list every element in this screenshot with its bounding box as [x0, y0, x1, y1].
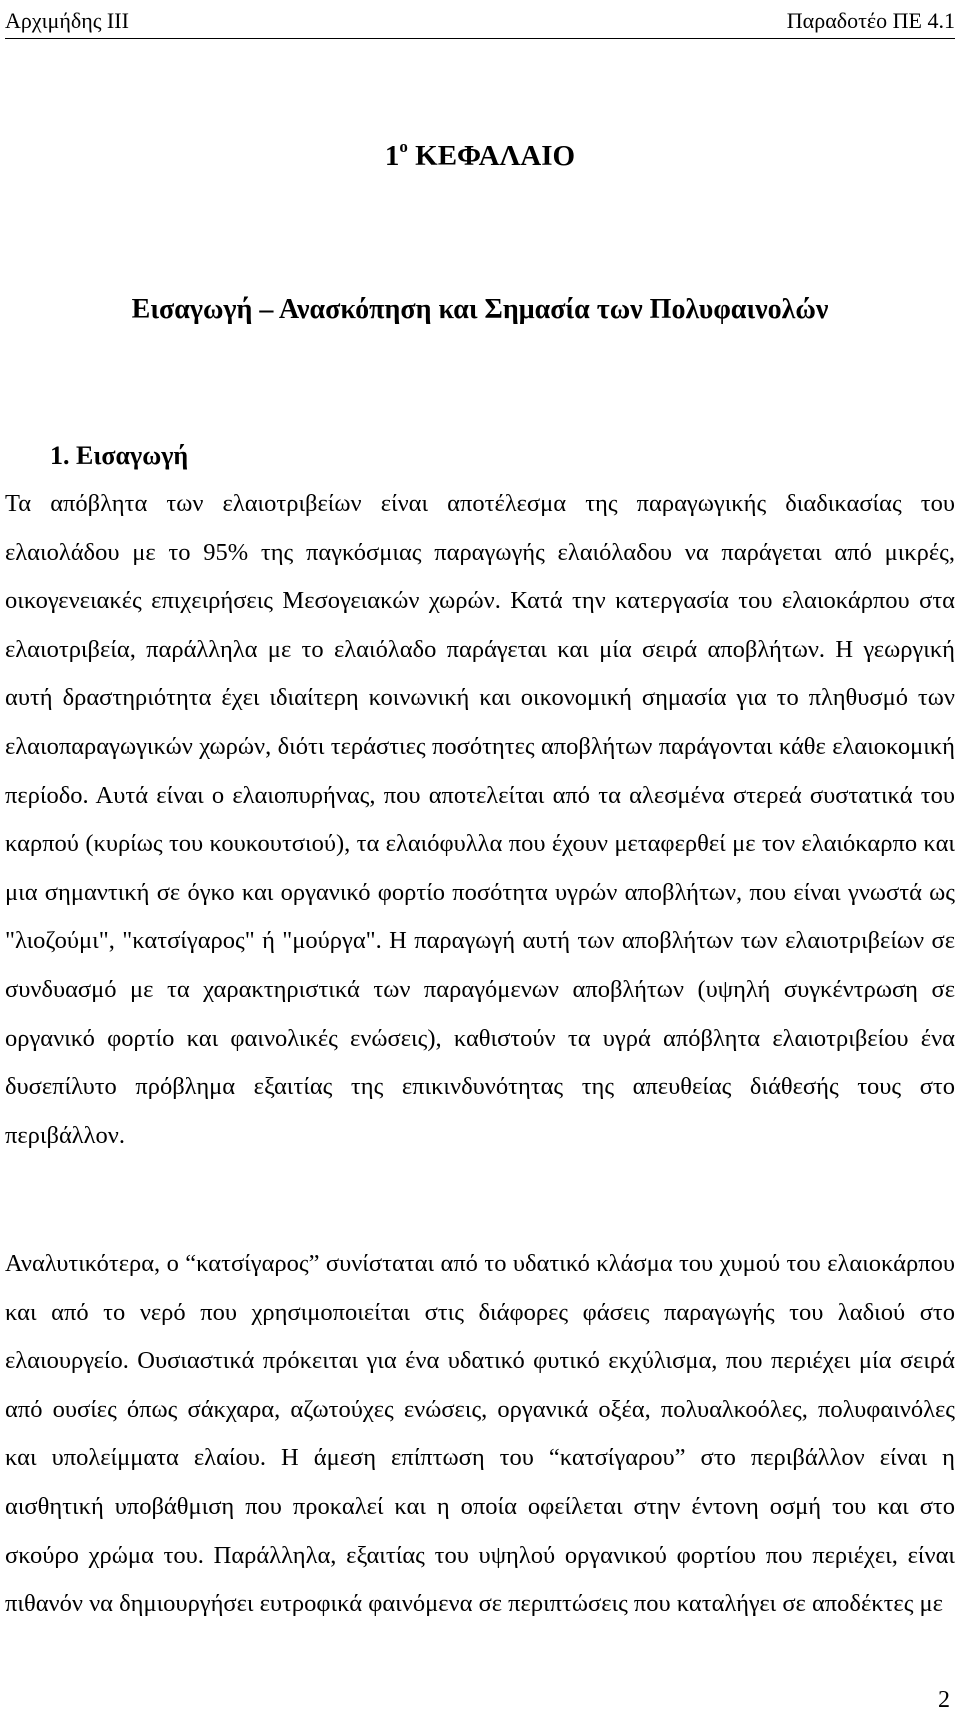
header-project-name: Αρχιμήδης ΙΙΙ	[5, 8, 129, 33]
chapter-label: ΚΕΦΑΛΑΙΟ	[407, 140, 576, 172]
section-heading: Εισαγωγή – Ανασκόπηση και Σημασία των Πολυφαινολών	[131, 294, 829, 325]
running-header	[5, 4, 955, 39]
chapter-title	[0, 136, 960, 176]
page-number: 2	[938, 1687, 950, 1713]
chapter-ordinal-superscript: ο	[399, 137, 408, 156]
body-paragraph-analysis: Αναλυτικότερα, ο “κατσίγαρος” συνίσταται από το υδατικό κλάσμα του χυμού του ελαιοκάρπου και από το νερό που χρησιμοποιείται στις διάφορες φάσεις παραγωγής του λαδιού στο ελαιουργείο. Ουσιαστικά πρόκειται για ένα υδατικό φυτικό εκχύλισμα, που περιέχει μία σειρά από ουσίες όπως σάκχαρα, αζωτούχες ενώσεις, οργανικά οξέα, πολυαλκοόλες, πολυφαινόλες και υπολείμματα ελαίου. Η άμεση επίπτωση του “κατσίγαρου” στο περιβάλλον είναι η αισθητική υποβάθμιση που προκαλεί και η οποία οφείλεται στην έντονη οσμή του και στο σκούρο χρώμα του. Παράλληλα, εξαιτίας του υψηλού οργανικού φορτίου που περιέχει, είναι πιθανόν να δημιουργήσει ευτροφικά φαινόμενα σε περιπτώσεις που καταλήγει σε αποδέκτες με	[5, 1250, 955, 1618]
header-deliverable-id: Παραδοτέο ΠΕ 4.1	[786, 8, 955, 33]
body-paragraph-intro: Τα απόβλητα των ελαιοτριβείων είναι αποτέλεσμα της παραγωγικής διαδικασίας του ελαιολάδου με το 95% της παγκόσμιας παραγωγής ελαιόλαδου να παράγεται από μικρές, οικογενειακές επιχειρήσεις Μεσογειακών χωρών. Κατά την κατεργασία του ελαιοκάρπου στα ελαιοτριβεία, παράλληλα με το ελαιόλαδο παράγεται και μία σειρά αποβλήτων. Η γεωργική αυτή δραστηριότητα έχει ιδιαίτερη κοινωνική και οικονομική σημασία για το πληθυσμό των ελαιοπαραγωγικών χωρών, διότι τεράστιες ποσότητες αποβλήτων παράγονται κάθε ελαιοκομική περίοδο. Αυτά είναι ο ελαιοπυρήνας, που αποτελείται από τα αλεσμένα στερεά συστατικά του καρπού (κυρίως του κουκουτσιού), τα ελαιόφυλλα που έχουν μεταφερθεί με τον ελαιόκαρπο και μια σημαντική σε όγκο και οργανικό φορτίο ποσότητα υγρών αποβλήτων, που είναι γνωστά ως "λιοζούμι", "κατσίγαρος" ή "μούργα". Η παραγωγή αυτή των αποβλήτων των ελαιοτριβείων σε συνδυασμό με τα χαρακτηριστικά των παραγόμενων αποβλήτων (υψηλή συγκέντρωση σε οργανικό φορτίο και φαινολικές ενώσεις), καθιστούν τα υγρά απόβλητα ελαιοτριβείου ένα δυσεπίλυτο πρόβλημα εξαιτίας της επικινδυνότητας της απευθείας διάθεσής τους στο περιβάλλον.	[5, 490, 955, 1149]
chapter-number: 1	[384, 140, 400, 172]
subsection-heading: 1. Εισαγωγή	[50, 441, 189, 470]
